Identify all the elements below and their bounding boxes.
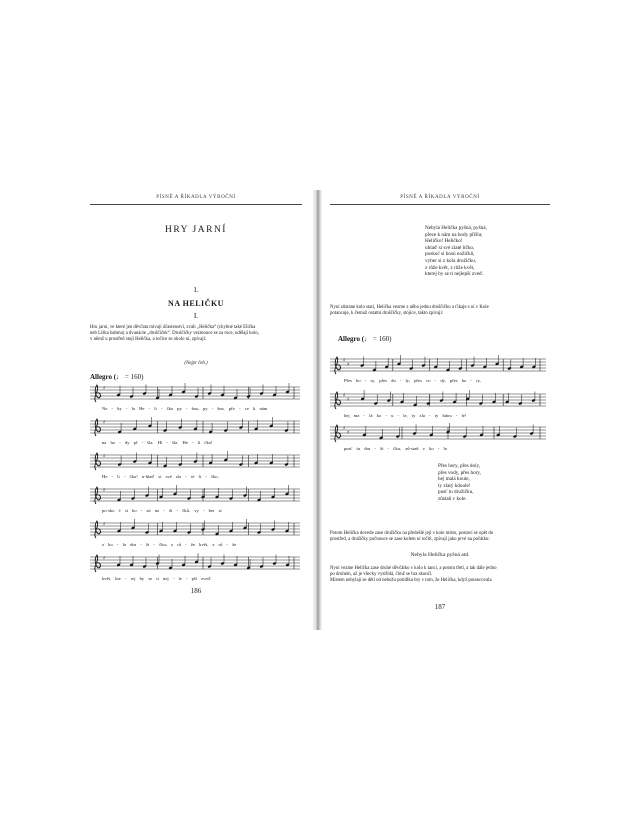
treble-clef-icon (335, 357, 341, 374)
lyric-line: Ne - by - la He - li - čka py - šna, py - šna, přo - ce k nám (102, 406, 268, 411)
lyric-line: pusť tu dru - ži - čku, zů-stañ v ko - le. (344, 446, 448, 451)
treble-clef-icon (95, 555, 101, 572)
music-staff (90, 451, 300, 471)
music-staff (330, 355, 546, 375)
music-staff (90, 519, 300, 539)
sharp-icon: ♯ (347, 397, 350, 403)
treble-clef-icon (95, 521, 101, 538)
sharp-icon: ♯ (343, 392, 346, 399)
paragraph-line: Nyní vezme Helička zase druhé děvčátko v kolo k tanci, a potom třetí, a tak dále jedno (330, 566, 497, 571)
lyric-line: z ko - la dru - ži - čku, z rů - že květ, z rů - že (102, 542, 237, 547)
paragraph-2 (330, 531, 548, 543)
lyric-line: po-sko č si bo - sú no - ži - čků, vy - ber si (102, 508, 222, 513)
poem-line: přece k nám na hody přišla; (425, 231, 483, 238)
tempo-label: Allegro ( (90, 373, 117, 381)
poem-line: poskoč si bosú nožičků, (425, 251, 475, 258)
sharp-icon: ♯ (347, 430, 350, 436)
music-staff (330, 423, 546, 443)
music-staff (90, 485, 300, 505)
poem-line: Nebyla Helička pyšná, pyšná, (425, 225, 487, 231)
intro-line: Hru jarní, ve které jen děvčata mívají účastenství, zvali „Helička“ (chybné také Elička (90, 325, 256, 330)
treble-clef-icon (335, 425, 341, 442)
intro-line: v němž u prostřed stojí Helička, a točíce se okolo ní, zpívají: (90, 337, 207, 343)
paragraph-line: Nyní zůstane kolo stati, Helička vezme z něho jednu druščičku a ťikaje s ní v Kole (330, 305, 489, 310)
sharp-icon: ♯ (103, 487, 106, 494)
treble-clef-icon (95, 453, 101, 470)
poem-line: Přes hory, přes doly, (438, 463, 481, 469)
tempo-note: ♩ = 160) (364, 335, 392, 343)
sharp-icon: ♯ (103, 385, 106, 392)
header-rule-left (90, 204, 302, 205)
poem-line: uhlaď si své zlaté líčko, (425, 244, 475, 251)
music-staff (90, 553, 300, 573)
song-number: I. (193, 311, 199, 320)
paragraph-1 (330, 305, 548, 317)
refrain-title: Nebyla Helička pyšná atd. (410, 552, 470, 558)
paragraph-3 (330, 566, 548, 584)
poem-line: pusť tu družičku, (438, 489, 474, 496)
book-gutter (312, 190, 322, 630)
poem-line: zůstaň v kole. (438, 495, 467, 502)
page-number-left: 186 (190, 587, 202, 595)
poem-line: hej malá koule, (438, 476, 470, 483)
lyric-line: na ho - dy př - šla. Hi - šla. He - li čko! (102, 440, 213, 445)
tempo-marking (90, 373, 143, 381)
tempo-note: ♩ = 160) (116, 373, 144, 381)
song-title: NA HELIČKU (168, 299, 224, 308)
intro-line: neb Liška babma) a dvanácte „druščiček“. Druščičky vezmouce se za ruce, udělají kolo, (90, 331, 260, 337)
poem-line: přes vody, přes hory, (438, 469, 481, 476)
sharp-icon: ♯ (103, 419, 106, 426)
header-rule-right (330, 204, 550, 205)
left-page (90, 195, 302, 625)
poem-verse-2 (438, 463, 481, 503)
section-title: HRY JARNÍ (165, 225, 227, 235)
sharp-icon: ♯ (103, 453, 106, 460)
sharp-icon: ♯ (103, 521, 106, 528)
sharp-icon: ♯ (343, 425, 346, 432)
right-page (330, 195, 550, 625)
paragraph-line: Místem nebylají se děti od nebožu potidlka hry v tom, že Helička, když potancovala (330, 578, 492, 584)
lyric-line: hej ma - lá ko - u - le, ty zla - ty kdou - le! (344, 413, 467, 418)
running-head-right: PÍSNĚ A ŘÍKADLA VÝROČNÍ (400, 195, 480, 200)
paragraph-line: prostřed, a družičky počnouce se zase kolem ní točiti, zpívají jako prvé na počátku: (330, 537, 490, 543)
treble-clef-icon (95, 487, 101, 504)
poem-line: vyber si z kola družičku, (425, 257, 477, 264)
poem-line: Heličko! Heličko! (425, 238, 463, 245)
music-staff (330, 390, 546, 410)
lyric-line: He - li - čko! u-hlaď si své zla - té li - čko, (102, 474, 219, 479)
music-staff (90, 383, 300, 403)
source-note: (Nejpr čeh.) (184, 361, 208, 366)
treble-clef-icon (95, 385, 101, 402)
lyric-line: Přes ho - ry, přes du - ly, přes vo - dy, přes ho - ry, (344, 378, 481, 383)
tempo-marking (338, 335, 391, 343)
music-staff (90, 417, 300, 437)
treble-clef-icon (335, 392, 341, 409)
page-number-right: 187 (434, 603, 446, 611)
poem-line: z růže květ, z růže květ, (425, 264, 475, 271)
sharp-icon: ♯ (103, 555, 106, 562)
poem-line: ty zlatý kdoule! (438, 482, 471, 489)
paragraph-line: po druhém, až je všecky vystřídá, čímž se hra skončí. (330, 572, 433, 578)
poem-line: kterej by se ti nejlepší zveď. (425, 271, 484, 278)
section-number: 1. (193, 285, 199, 294)
paragraph-line: Potom Helička dovede zase družičku na předešlé její v kole místo, postaví se opět do (330, 531, 494, 536)
lyric-line: květ, kte - rej by se ti nej - le - pší zveď. (102, 576, 212, 581)
sharp-icon: ♯ (343, 357, 346, 364)
paragraph-line: potancuje, k čemuž ostatní druščičky, stojíce, takto zpívají: (330, 311, 444, 317)
sharp-icon: ♯ (347, 362, 350, 368)
tempo-label: Allegro ( (338, 335, 365, 343)
treble-clef-icon (95, 419, 101, 436)
poem-verse-1 (425, 225, 487, 278)
intro-paragraph (90, 325, 300, 343)
running-head-left: PÍSNĚ A ŘÍKADLA VÝROČNÍ (156, 195, 236, 200)
